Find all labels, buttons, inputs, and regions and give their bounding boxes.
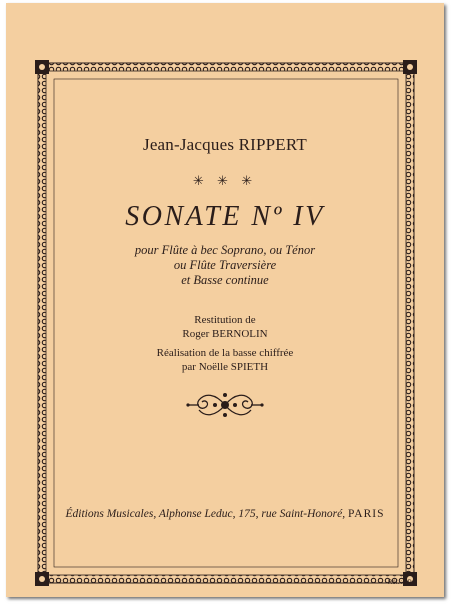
composer-name: Jean-Jacques RIPPERT	[143, 135, 307, 154]
publisher-line	[6, 508, 444, 520]
realisation-name: par Noëlle SPIETH	[181, 361, 269, 373]
publisher-info: Éditions Musicales, Alphonse Leduc, 175, rue Saint-Honoré,	[65, 508, 348, 520]
star-separator: ✳ ✳ ✳	[192, 173, 258, 188]
publisher-city: PARIS	[347, 508, 385, 520]
instrumentation-line-3: et Basse continue	[181, 273, 269, 287]
work-title: SONATE Nº IV	[125, 201, 325, 232]
instrumentation-line-2: ou Flûte Traversière	[173, 258, 277, 272]
restitution-name: Roger BERNOLIN	[182, 328, 268, 340]
restitution-label: Restitution de	[194, 314, 256, 326]
ornamental-vignette	[185, 390, 265, 420]
reference-code: Réf. : AP	[388, 580, 412, 586]
instrumentation-line-1: pour Flûte à bec Soprano, ou Ténor	[134, 243, 316, 257]
score-cover	[6, 3, 444, 597]
realisation-label: Réalisation de la basse chiffrée	[156, 347, 294, 359]
